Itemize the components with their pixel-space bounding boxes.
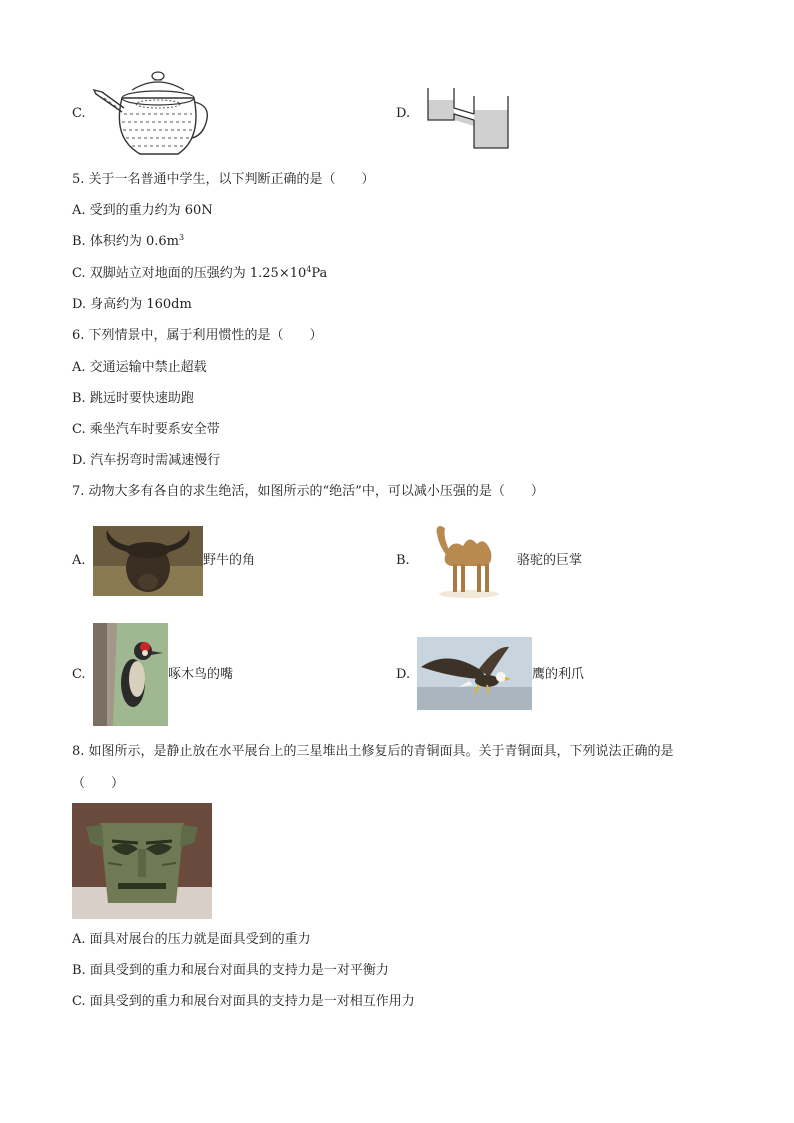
q7-option-b-caption: 骆驼的巨掌 bbox=[517, 553, 583, 568]
q6-option-d: D. 汽车拐弯时需减速慢行 bbox=[72, 453, 221, 468]
q6-option-a: A. 交通运输中禁止超载 bbox=[72, 360, 207, 375]
camel-photo bbox=[425, 516, 507, 598]
q7-option-a-letter: A. bbox=[72, 553, 86, 568]
q5-option-b-exponent: 3 bbox=[178, 233, 185, 242]
q6-stem: 6. 下列情景中，属于利用惯性的是（ ） bbox=[72, 328, 323, 343]
q8-stem-line1: 8. 如图所示，是静止放在水平展台上的三星堆出土修复后的青铜面具。关于青铜面具，下列说法正确的是 bbox=[72, 744, 674, 759]
connected-vessels-diagram bbox=[424, 86, 514, 152]
q5-stem: 5. 关于一名普通中学生，以下判断正确的是（ ） bbox=[72, 172, 375, 187]
q7-option-b-letter: B. bbox=[396, 553, 410, 568]
q7-option-c-letter: C. bbox=[72, 667, 86, 682]
q5-option-c bbox=[72, 266, 327, 282]
q7-option-a-caption: 野牛的角 bbox=[203, 553, 256, 568]
q6-option-b: B. 跳远时要快速助跑 bbox=[72, 391, 194, 406]
q5-option-d: D. 身高约为 160dm bbox=[72, 297, 192, 312]
q4-option-d-label: D. bbox=[396, 106, 411, 121]
buffalo-photo bbox=[93, 526, 203, 596]
q8-option-b: B. 面具受到的重力和展台对面具的支持力是一对平衡力 bbox=[72, 963, 389, 978]
q7-stem: 7. 动物大多有各自的求生绝活，如图所示的“绝活”中，可以减小压强的是（ ） bbox=[72, 484, 544, 499]
q5-option-b-text: B. 体积约为 0.6m bbox=[72, 234, 179, 249]
q7-option-d-letter: D. bbox=[396, 667, 411, 682]
bronze-mask-photo bbox=[72, 803, 212, 919]
q8-option-c: C. 面具受到的重力和展台对面具的支持力是一对相互作用力 bbox=[72, 994, 415, 1009]
q6-option-c: C. 乘坐汽车时要系安全带 bbox=[72, 422, 220, 437]
woodpecker-photo bbox=[93, 623, 168, 726]
q5-option-a: A. 受到的重力约为 60N bbox=[72, 203, 213, 218]
teapot-diagram bbox=[92, 68, 212, 160]
q5-option-c-text: C. 双脚站立对地面的压强约为 1.25×10 bbox=[72, 266, 307, 281]
q4-option-c-label: C. bbox=[72, 106, 86, 121]
q5-option-b bbox=[72, 234, 184, 250]
q8-option-a: A. 面具对展台的压力就是面具受到的重力 bbox=[72, 932, 311, 947]
q5-option-c-exponent: 4 bbox=[306, 265, 312, 274]
eagle-photo bbox=[417, 637, 532, 710]
q7-option-d-caption: 鹰的利爪 bbox=[532, 667, 585, 682]
q5-option-c-unit: Pa bbox=[311, 266, 328, 281]
q8-stem-line2: （ ） bbox=[72, 776, 125, 791]
q7-option-c-caption: 啄木鸟的嘴 bbox=[168, 667, 234, 682]
